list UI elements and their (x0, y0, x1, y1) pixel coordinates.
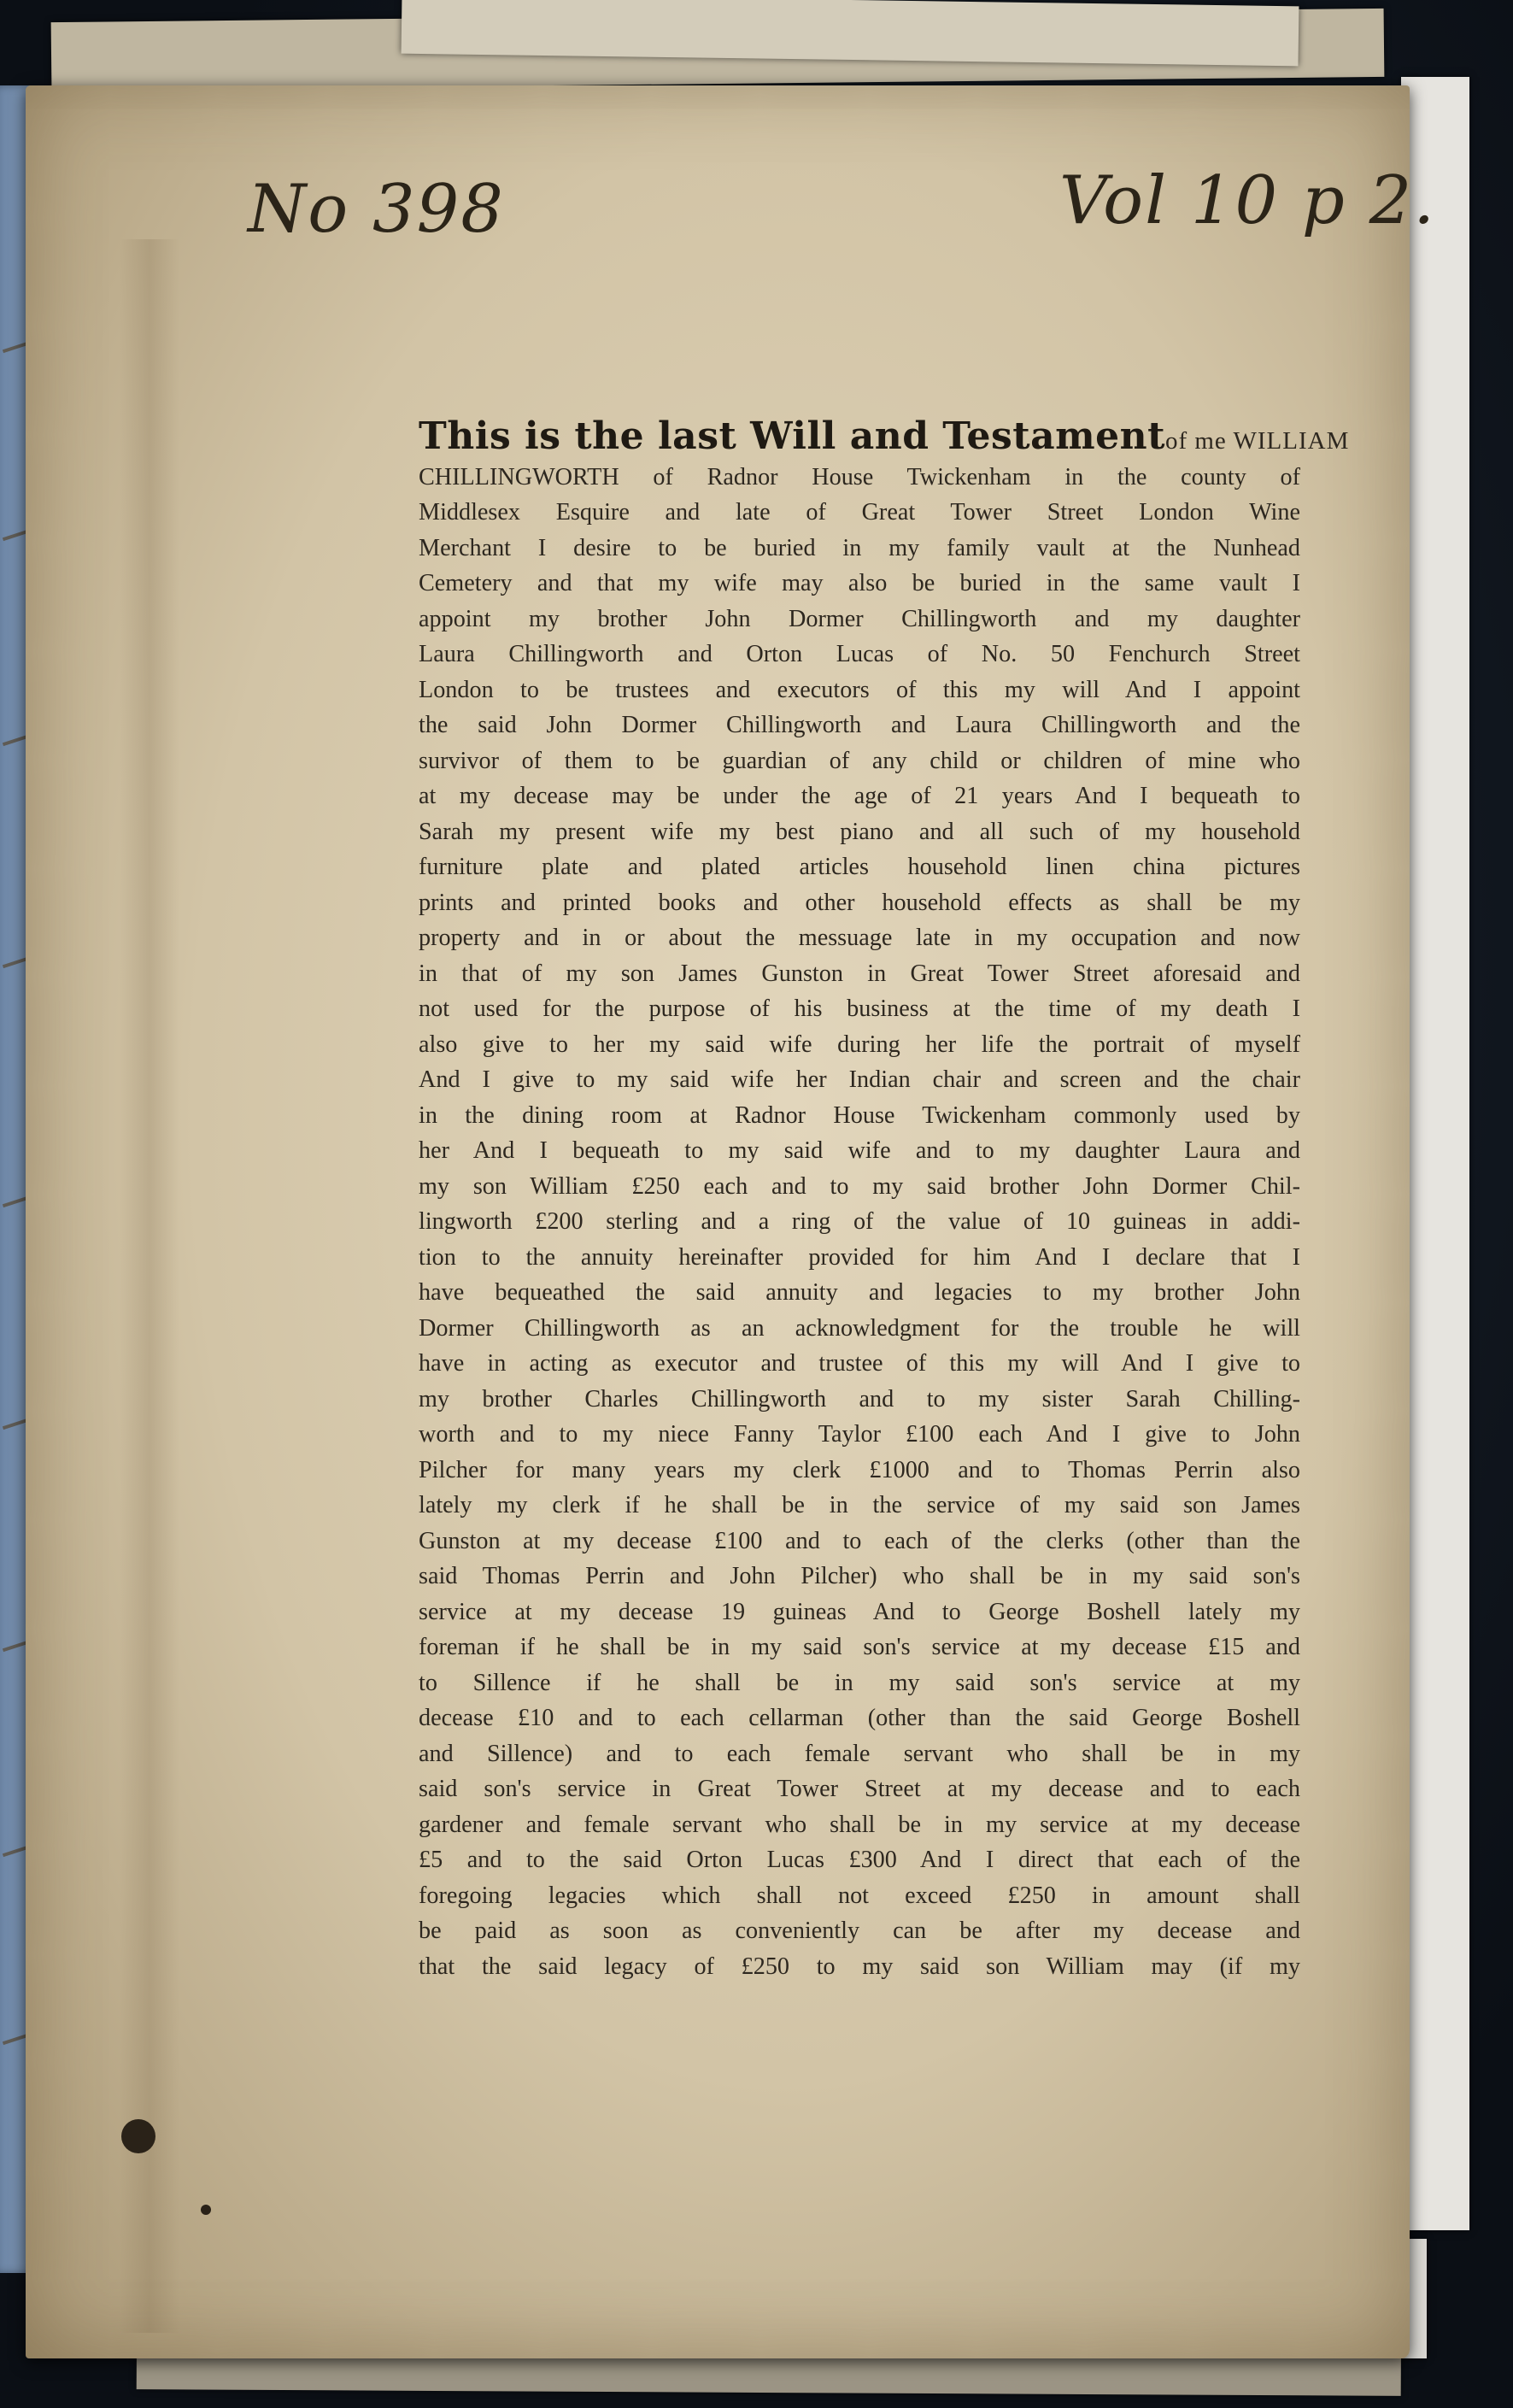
text-line: Laura Chillingworth and Orton Lucas of No. 50 Fenchurch Street (419, 641, 1300, 667)
text-line: £5 and to the said Orton Lucas £300 And I direct that each of the (419, 1847, 1300, 1873)
text-line: tion to the annuity hereinafter provided for him And I declare that I (419, 1243, 1300, 1271)
text-line: Merchant I desire to be buried in my family vault at the Nunhead (419, 534, 1300, 561)
text-line: foregoing legacies which shall not exceed £250 in amount shall (419, 1882, 1300, 1909)
text-line: have bequeathed the said annuity and legacies to my brother John (419, 1279, 1300, 1306)
text-line: said Thomas Perrin and John Pilcher) who shall be in my said son's (419, 1563, 1300, 1589)
text-line: decease £10 and to each cellarman (other than the said George Boshell (419, 1705, 1300, 1731)
text-line: And I give to my said wife her Indian chair and screen and the chair (419, 1066, 1300, 1093)
text-line: Middlesex Esquire and late of Great Tower Street London Wine (419, 499, 1300, 526)
text-line: survivor of them to be guardian of any child or children of mine who (419, 747, 1300, 774)
text-line: Sarah my present wife my best piano and all such of my household (419, 818, 1300, 845)
text-line: in that of my son James Gunston in Great Tower Street aforesaid and (419, 960, 1300, 987)
text-line: Pilcher for many years my clerk £1000 and to Thomas Perrin also (419, 1456, 1300, 1483)
text-line: said son's service in Great Tower Street at my decease and to each (419, 1776, 1300, 1802)
text-line: London to be trustees and executors of this my will And I appoint (419, 676, 1300, 703)
text-line: at my decease may be under the age of 21 years And I bequeath to (419, 783, 1300, 809)
handwritten-volume-reference: Vol 10 p 2. (1059, 162, 1437, 239)
text-line: prints and printed books and other household effects as shall be my (419, 889, 1300, 916)
text-line: Gunston at my decease £100 and to each of the clerks (other than the (419, 1527, 1300, 1554)
back-paper-right (1401, 77, 1469, 2230)
handwritten-page-number: No 398 (248, 171, 505, 248)
text-line: my son William £250 each and to my said brother John Dormer Chil- (419, 1172, 1300, 1200)
text-line: foreman if he shall be in my said son's service at my decease £15 and (419, 1634, 1300, 1660)
text-line: property and in or about the messuage late in my occupation and now (419, 925, 1300, 951)
text-line: Cemetery and that my wife may also be buried in the same vault I (419, 570, 1300, 596)
text-line: lingworth £200 sterling and a ring of the value of 10 guineas in addi- (419, 1208, 1300, 1235)
text-line: gardener and female servant who shall be in my service at my decease (419, 1811, 1300, 1838)
text-line: to Sillence if he shall be in my said son's service at my (419, 1669, 1300, 1696)
text-line: worth and to my niece Fanny Taylor £100 each And I give to John (419, 1421, 1300, 1448)
text-line: her And I bequeath to my said wife and to my daughter Laura and (419, 1137, 1300, 1164)
first-line (419, 414, 1350, 460)
text-line: service at my decease 19 guineas And to George Boshell lately my (419, 1598, 1300, 1625)
text-line: my brother Charles Chillingworth and to my sister Sarah Chilling- (419, 1385, 1300, 1412)
ink-spot (121, 2119, 155, 2153)
text-line: appoint my brother John Dormer Chillingworth and my daughter (419, 605, 1300, 632)
will-text-block (419, 414, 1350, 1984)
text-line: furniture plate and plated articles household linen china pictures (419, 854, 1300, 880)
text-line: that the said legacy of £250 to my said son William may (if my (419, 1953, 1300, 1980)
page-fold-shadow (120, 239, 179, 2333)
text-line: Dormer Chillingworth as an acknowledgment for the trouble he will (419, 1314, 1300, 1342)
text-line: and Sillence) and to each female servant who shall be in my (419, 1740, 1300, 1767)
text-line: CHILLINGWORTH of Radnor House Twickenham in the county of (419, 463, 1300, 490)
text-line: the said John Dormer Chillingworth and Laura Chillingworth and the (419, 712, 1300, 738)
text-line: be paid as soon as conveniently can be after my decease and (419, 1918, 1300, 1944)
first-line-rest: of me WILLIAM (1164, 427, 1350, 455)
text-line: in the dining room at Radnor House Twickenham commonly used by (419, 1101, 1300, 1129)
text-line: have in acting as executor and trustee of this my will And I give to (419, 1350, 1300, 1377)
text-line: not used for the purpose of his business at the time of my death I (419, 996, 1300, 1022)
ink-dot (201, 2205, 211, 2215)
will-heading: This is the last Will and Testament (419, 414, 1165, 458)
text-line: lately my clerk if he shall be in the service of my said son James (419, 1492, 1300, 1518)
text-line: also give to her my said wife during her life the portrait of myself (419, 1031, 1300, 1058)
